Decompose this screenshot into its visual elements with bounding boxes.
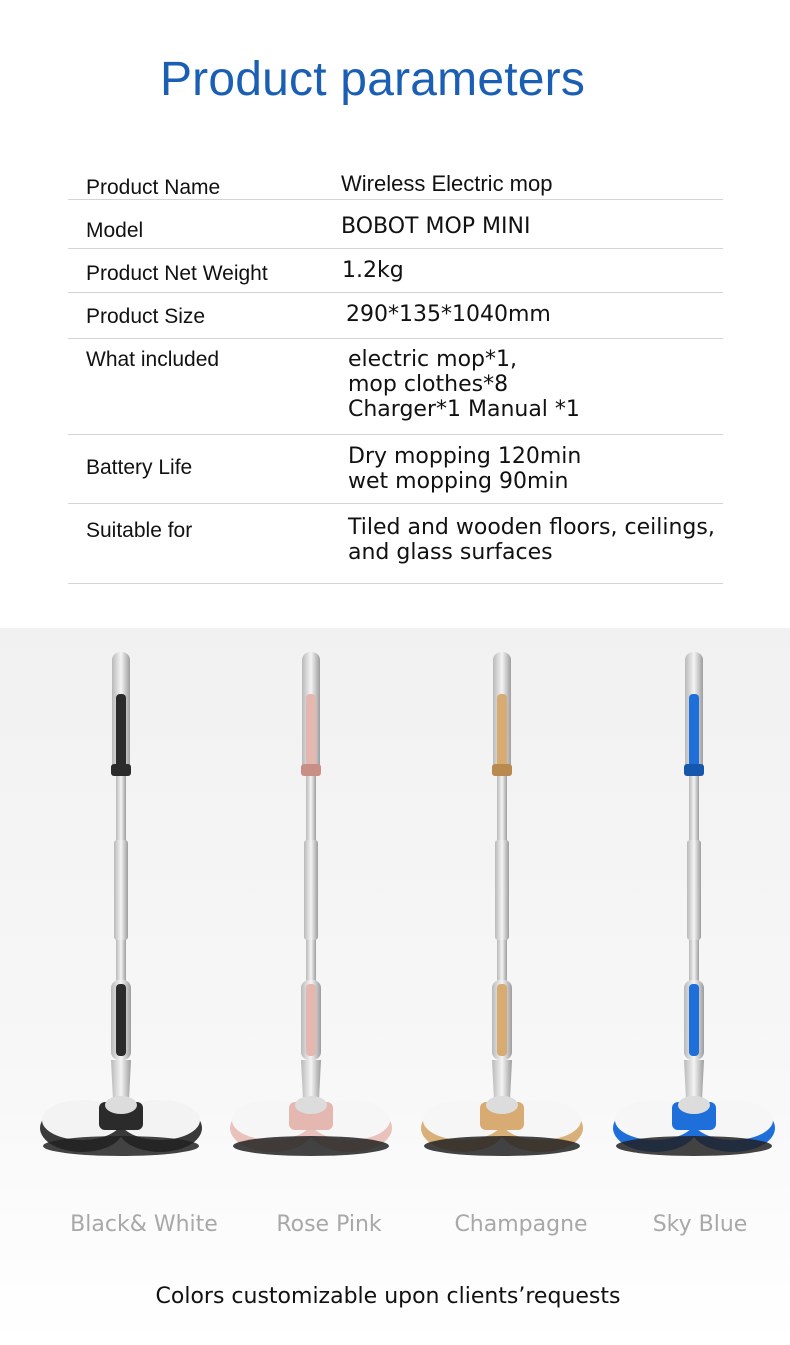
spec-value-what-included: electric mop*1, mop clothes*8 Charger*1 Manual *1 <box>348 347 580 422</box>
spec-value-net-weight: 1.2kg <box>342 258 404 283</box>
spec-value-model: BOBOT MOP MINI <box>341 214 531 239</box>
spec-label-net-weight: Product Net Weight <box>86 262 268 285</box>
mop-rose-pink-icon <box>227 650 397 1170</box>
row-divider <box>68 503 723 504</box>
spec-value-product-name: Wireless Electric mop <box>341 171 553 196</box>
spec-value-suitable-for: Tiled and wooden floors, ceilings, and glass surfaces <box>348 515 715 565</box>
color-label-black-white: Black& White <box>70 1212 218 1237</box>
spec-label-suitable-for: Suitable for <box>86 519 193 542</box>
row-divider <box>68 338 723 339</box>
color-label-champagne: Champagne <box>454 1212 588 1237</box>
row-divider <box>68 583 723 584</box>
color-label-sky-blue: Sky Blue <box>652 1212 748 1237</box>
spec-label-model: Model <box>86 219 144 242</box>
customization-note: Colors customizable upon clients’requests <box>155 1284 621 1309</box>
spec-label-battery-life: Battery Life <box>86 456 193 479</box>
row-divider <box>68 292 723 293</box>
spec-label-what-included: What included <box>86 348 220 371</box>
row-divider <box>68 248 723 249</box>
page-title: Product parameters <box>159 53 586 106</box>
spec-value-product-size: 290*135*1040mm <box>346 302 551 327</box>
spec-value-battery-life: Dry mopping 120min wet mopping 90min <box>348 444 582 494</box>
spec-label-product-name: Product Name <box>86 176 221 199</box>
mop-black-white-icon <box>37 650 207 1170</box>
row-divider <box>68 199 723 200</box>
color-label-rose-pink: Rose Pink <box>276 1212 382 1237</box>
mop-champagne-icon <box>418 650 588 1170</box>
row-divider <box>68 434 723 435</box>
spec-label-product-size: Product Size <box>86 305 206 328</box>
mop-sky-blue-icon <box>610 650 780 1170</box>
spec-table <box>0 0 790 600</box>
